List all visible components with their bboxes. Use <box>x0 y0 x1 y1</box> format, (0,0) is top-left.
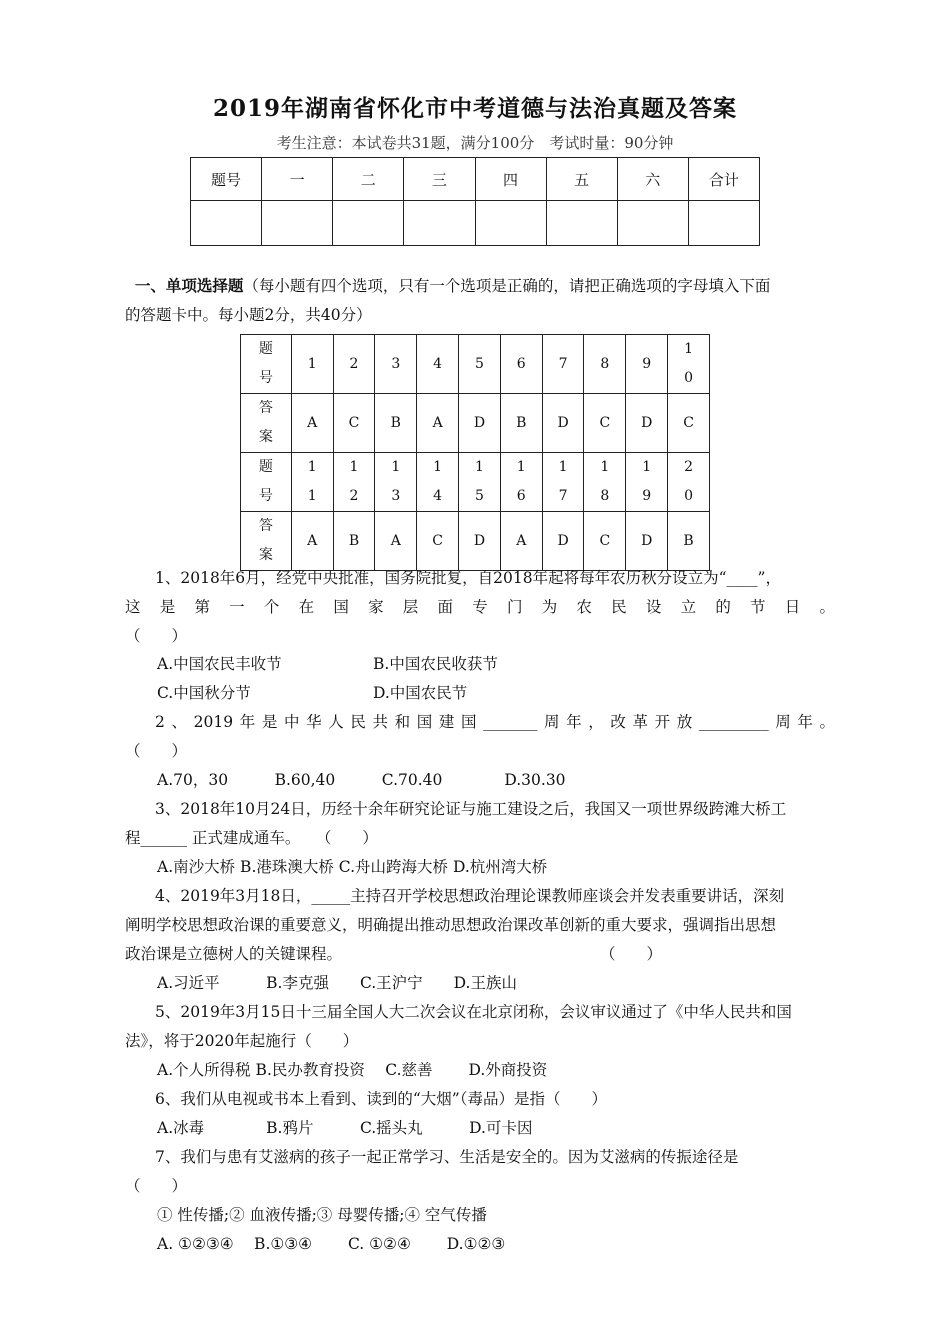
answer-cell: A <box>291 512 333 571</box>
number-digit: 1 <box>516 459 526 475</box>
question-number-cell <box>291 453 333 512</box>
score-cell <box>617 201 688 246</box>
q2-line1: 2、2019年是中华人民共和国建国_______周年，改革开放_________周年。 <box>155 713 835 731</box>
question-number-cell <box>417 335 459 394</box>
number-digit: 1 <box>349 459 359 475</box>
q4-line2: 阐明学校思想政治课的重要意义，明确提出推动思想政治课改革创新的重大要求，强调指出思想 <box>125 916 777 934</box>
answer-row-label <box>241 335 292 394</box>
answer-cell: B <box>375 394 417 453</box>
q5-line2: 法》，将于2020年起施行（ ） <box>125 1032 359 1050</box>
answer-cell: D <box>626 512 668 571</box>
page-title: 2019年湖南省怀化市中考道德与法治真题及答案 <box>212 95 737 122</box>
section1-desc: （每小题有四个选项，只有一个选项是正确的，请把正确选项的字母填入下面 <box>243 277 771 295</box>
q1-line1: 1、2018年6月，经党中央批准，国务院批复，自2018年起将每年农历秋分设立为“____”， <box>155 569 781 587</box>
number-digit: 7 <box>558 355 568 372</box>
question-1 <box>125 564 835 651</box>
number-digit: 2 <box>349 488 359 504</box>
number-digit: 5 <box>474 355 484 372</box>
answer-table <box>240 334 710 571</box>
score-header-cell: 六 <box>617 158 688 201</box>
number-digit: 6 <box>516 355 526 372</box>
section1-desc2: 的答题卡中。每小题2分，共40分） <box>125 306 372 324</box>
number-digit: 1 <box>600 459 610 475</box>
question-number-cell <box>459 453 501 512</box>
number-digit: 4 <box>433 488 443 504</box>
section1-heading: 一、单项选择题 <box>134 276 244 295</box>
label-char: 答 <box>258 518 273 534</box>
score-cell <box>475 201 546 246</box>
q2-options: A.70，30 B.60,40 C.70.40 D.30.30 <box>157 771 566 789</box>
q5-line1: 5、2019年3月15日十三届全国人大二次会议在北京闭称，会议审议通过了《中华人民共和国 <box>155 1003 792 1021</box>
q2-line2: （ ） <box>125 742 188 760</box>
question-number-cell <box>500 335 542 394</box>
answer-cell: A <box>291 394 333 453</box>
q6-options: A.冰毒 B.鸦片 C.摇头丸 D.可卡因 <box>157 1119 533 1137</box>
label-char: 题 <box>258 341 273 357</box>
q7-options: A. ①②③④ B.①③④ C. ①②④ D.①②③ <box>157 1235 506 1253</box>
q7-line2: （ ） <box>125 1177 188 1195</box>
q3-options: A.南沙大桥 B.港珠澳大桥 C.舟山跨海大桥 D.杭州湾大桥 <box>157 858 548 876</box>
q4-options: A.习近平 B.李克强 C.王沪宁 D.王族山 <box>157 974 517 992</box>
answer-cell: A <box>375 512 417 571</box>
number-digit: 0 <box>684 370 693 386</box>
question-number-cell <box>333 335 375 394</box>
exam-notice: 考生注意：本试卷共31题，满分100分 考试时量：90分钟 <box>276 134 674 152</box>
number-digit: 4 <box>433 355 443 372</box>
number-digit: 9 <box>642 355 652 372</box>
number-digit: 1 <box>307 488 317 504</box>
score-header-cell: 二 <box>333 158 404 201</box>
question-7 <box>125 1143 835 1201</box>
q4-line1: 4、2019年3月18日，_____主持召开学校思想政治理论课教师座谈会并发表重要讲话，深刻 <box>155 887 785 905</box>
number-digit: 1 <box>307 459 317 475</box>
answer-row-label <box>241 453 292 512</box>
q4-line3 <box>125 940 835 969</box>
score-cell <box>191 201 262 246</box>
question-number-cell <box>417 453 459 512</box>
label-char: 案 <box>258 429 273 445</box>
number-digit: 1 <box>391 459 401 475</box>
question-5 <box>125 998 835 1056</box>
answer-cell: B <box>333 512 375 571</box>
question-number-cell <box>500 453 542 512</box>
number-digit: 2 <box>684 459 693 475</box>
answer-cell: C <box>668 394 710 453</box>
answer-cell: D <box>542 394 584 453</box>
label-char: 号 <box>258 370 273 386</box>
score-cell <box>688 201 759 246</box>
q3-line1: 3、2018年10月24日，历经十余年研究论证与施工建设之后，我国又一项世界级跨滩大桥工 <box>155 800 787 818</box>
number-digit: 6 <box>516 488 526 504</box>
answer-row-label <box>241 512 292 571</box>
number-digit: 1 <box>558 459 568 475</box>
q7-items: ① 性传播;② 血液传播;③ 母婴传播;④ 空气传播 <box>157 1206 487 1224</box>
q4-paren: （ ） <box>600 945 663 963</box>
question-number-cell <box>584 335 626 394</box>
number-digit: 1 <box>642 459 652 475</box>
answer-cell: C <box>333 394 375 453</box>
answer-cell: C <box>417 512 459 571</box>
question-number-cell <box>542 453 584 512</box>
question-4 <box>125 882 835 969</box>
number-digit: 1 <box>474 459 484 475</box>
question-2 <box>125 708 835 766</box>
q1-option-a: A.中国农民丰收节 <box>157 655 282 673</box>
question-number-cell <box>375 335 417 394</box>
number-digit: 7 <box>558 488 568 504</box>
answer-cell: D <box>626 394 668 453</box>
q7-line1: 7、我们与患有艾滋病的孩子一起正常学习、生活是安全的。因为艾滋病的传振途径是 <box>155 1148 739 1166</box>
number-digit: 8 <box>600 355 610 372</box>
q1-option-d: D.中国农民节 <box>373 684 468 702</box>
label-char: 答 <box>258 400 273 416</box>
answer-cell: A <box>500 512 542 571</box>
label-char: 案 <box>258 547 273 563</box>
q3-line2: 程______ 正式建成通车。 （ ） <box>125 829 378 847</box>
number-digit: 1 <box>307 355 317 372</box>
number-digit: 9 <box>642 488 652 504</box>
number-digit: 3 <box>391 355 401 372</box>
question-number-cell <box>459 335 501 394</box>
section1-header <box>125 271 835 330</box>
score-table <box>190 157 760 246</box>
answer-cell: C <box>584 394 626 453</box>
question-number-cell <box>668 453 710 512</box>
number-digit: 1 <box>433 459 443 475</box>
answer-cell: B <box>500 394 542 453</box>
label-char: 号 <box>258 488 273 504</box>
answer-cell: C <box>584 512 626 571</box>
question-number-cell <box>291 335 333 394</box>
question-number-cell <box>584 453 626 512</box>
answer-cell: A <box>417 394 459 453</box>
question-number-cell <box>375 453 417 512</box>
score-cell <box>333 201 404 246</box>
score-header-cell: 四 <box>475 158 546 201</box>
q1-line2: 这是第一个在国家层面专门为农民设立的节日。 <box>125 598 835 616</box>
number-digit: 3 <box>391 488 401 504</box>
answer-cell: D <box>459 512 501 571</box>
number-digit: 2 <box>349 355 359 372</box>
question-number-cell <box>333 453 375 512</box>
question-number-cell <box>668 335 710 394</box>
score-header-cell: 三 <box>404 158 475 201</box>
score-cell <box>404 201 475 246</box>
score-cell <box>262 201 333 246</box>
question-number-cell <box>626 335 668 394</box>
q1-option-b: B.中国农民收获节 <box>373 655 498 673</box>
score-header-cell: 合计 <box>688 158 759 201</box>
number-digit: 1 <box>684 341 693 357</box>
label-char: 题 <box>258 459 273 475</box>
answer-row-label <box>241 394 292 453</box>
number-digit: 5 <box>474 488 484 504</box>
q1-option-c: C.中国秋分节 <box>157 684 251 702</box>
question-3 <box>125 795 835 853</box>
question-number-cell <box>626 453 668 512</box>
q5-options: A.个人所得税 B.民办教育投资 C.慈善 D.外商投资 <box>157 1061 548 1079</box>
q4-line3-text: 政治课是立德树人的关键课程。 <box>125 945 343 963</box>
number-digit: 8 <box>600 488 610 504</box>
score-header-cell: 五 <box>546 158 617 201</box>
answer-cell: B <box>668 512 710 571</box>
number-digit: 0 <box>684 488 693 504</box>
score-cell <box>546 201 617 246</box>
q1-line3: （ ） <box>125 627 188 645</box>
q6-line1: 6、我们从电视或书本上看到、读到的“大烟”（毒品）是指（ ） <box>155 1090 607 1108</box>
question-number-cell <box>542 335 584 394</box>
answer-cell: D <box>542 512 584 571</box>
score-header-cell: 一 <box>262 158 333 201</box>
answer-cell: D <box>459 394 501 453</box>
question-6 <box>125 1085 835 1114</box>
score-header-cell: 题号 <box>191 158 262 201</box>
